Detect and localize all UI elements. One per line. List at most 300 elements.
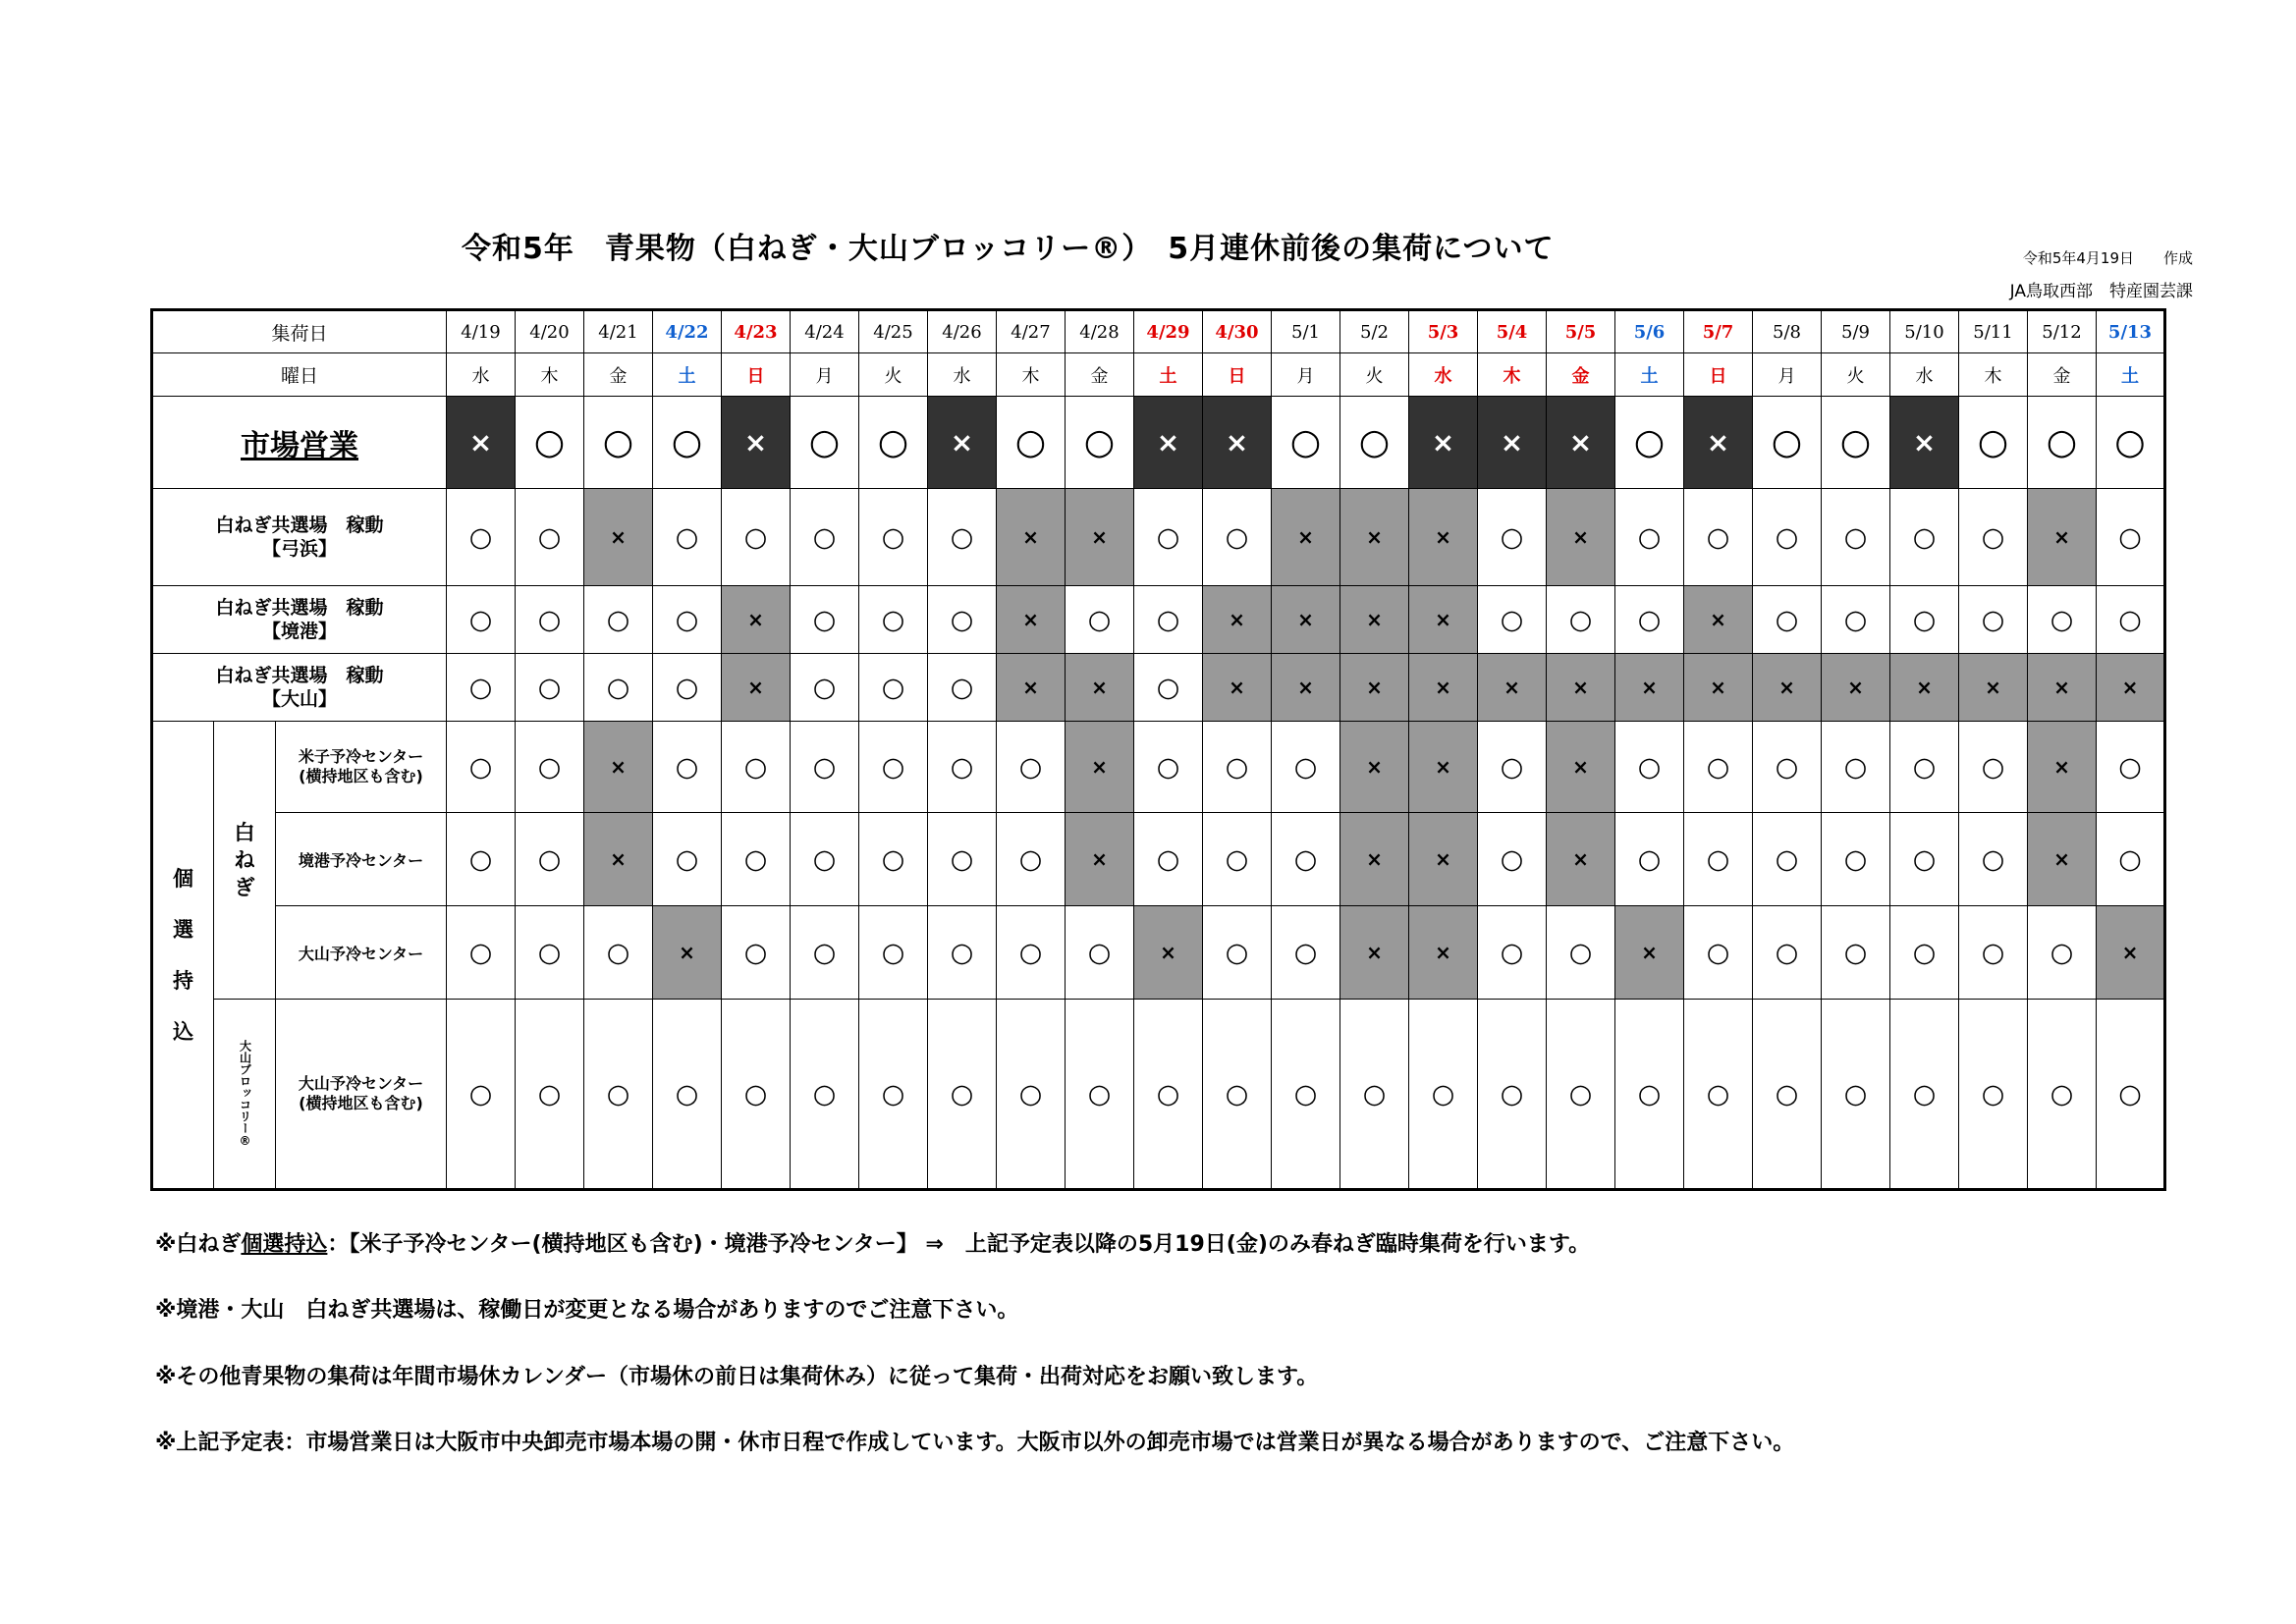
status-cell: ○ [1134, 489, 1203, 586]
weekday-cell: 月 [1753, 353, 1822, 397]
facility-location: 【大山】 [261, 688, 337, 710]
status-cell: ○ [1753, 813, 1822, 906]
status-cell: ○ [791, 813, 859, 906]
broccoli-group-label [214, 1000, 276, 1190]
broccoli-row [152, 1000, 2165, 1190]
date-cell: 5/4 [1478, 310, 1547, 353]
status-cell: ○ [928, 813, 997, 906]
status-cell: ○ [1959, 1000, 2028, 1190]
status-cell: × [1684, 654, 1753, 722]
note-4: ※上記予定表：市場営業日は大阪市中央卸売市場本場の開・休市日程で作成しています。大阪市以外の卸売市場では営業日が異なる場合がありますので、ご注意下さい。 [155, 1431, 1795, 1455]
status-cell: ○ [1478, 1000, 1547, 1190]
status-cell: × [1066, 489, 1134, 586]
status-cell: × [1340, 586, 1409, 654]
status-cell: ○ [653, 586, 722, 654]
status-cell: × [2028, 654, 2097, 722]
status-cell: ○ [1478, 813, 1547, 906]
status-cell: × [1203, 586, 1272, 654]
date-cell: 5/2 [1340, 310, 1409, 353]
kosen-label-char: 選 [173, 917, 193, 942]
status-cell: × [1547, 654, 1615, 722]
date-cell: 4/30 [1203, 310, 1272, 353]
status-cell: × [2097, 906, 2165, 1000]
status-cell: ○ [2097, 722, 2165, 813]
status-cell: ○ [1615, 586, 1684, 654]
status-cell: ○ [859, 586, 928, 654]
status-cell: ○ [722, 813, 791, 906]
date-cell: 4/23 [722, 310, 791, 353]
status-cell: ○ [722, 722, 791, 813]
status-cell: ○ [997, 1000, 1066, 1190]
date-row [152, 310, 2165, 353]
kosen-label-char: 個 [173, 866, 193, 891]
weekday-cell: 金 [1066, 353, 1134, 397]
note-1 [155, 1227, 1590, 1258]
status-cell: ○ [2028, 906, 2097, 1000]
date-cell: 5/8 [1753, 310, 1822, 353]
status-cell: ○ [516, 722, 584, 813]
kosen-row [152, 722, 2165, 813]
kyosenjo-label [152, 586, 447, 654]
status-cell: × [1340, 813, 1409, 906]
kyosenjo-label [152, 654, 447, 722]
center-note: (横持地区も含む) [299, 1094, 423, 1112]
status-cell: ○ [1478, 906, 1547, 1000]
status-cell: ○ [447, 586, 516, 654]
status-cell: × [1615, 906, 1684, 1000]
date-cell: 4/21 [584, 310, 653, 353]
status-cell: ○ [1615, 722, 1684, 813]
weekday-cell: 日 [1203, 353, 1272, 397]
market-status-cell: ○ [1272, 397, 1340, 489]
date-cell: 5/3 [1409, 310, 1478, 353]
date-cell: 4/20 [516, 310, 584, 353]
status-cell: × [1272, 654, 1340, 722]
status-cell: ○ [516, 906, 584, 1000]
status-cell: ○ [1753, 586, 1822, 654]
status-cell: × [1409, 813, 1478, 906]
market-status-cell: ○ [516, 397, 584, 489]
status-cell: ○ [791, 586, 859, 654]
weekday-cell: 月 [791, 353, 859, 397]
status-cell: × [1478, 654, 1547, 722]
market-status-cell: × [1684, 397, 1753, 489]
status-cell: ○ [1890, 722, 1959, 813]
weekday-cell: 金 [2028, 353, 2097, 397]
broccoli-label-text: 大山ブロッコリー® [238, 1040, 252, 1148]
status-cell: × [722, 586, 791, 654]
status-cell: ○ [1134, 654, 1203, 722]
status-cell: ○ [859, 1000, 928, 1190]
status-cell: ○ [859, 489, 928, 586]
kyosenjo-label [152, 489, 447, 586]
weekday-cell: 水 [928, 353, 997, 397]
weekday-cell: 日 [1684, 353, 1753, 397]
status-cell: × [1340, 489, 1409, 586]
status-cell: ○ [1340, 1000, 1409, 1190]
status-cell: ○ [584, 906, 653, 1000]
status-cell: ○ [584, 586, 653, 654]
status-cell: × [1272, 586, 1340, 654]
market-status-cell: ○ [2028, 397, 2097, 489]
status-cell: ○ [791, 489, 859, 586]
status-cell: × [1340, 722, 1409, 813]
center-note: (横持地区も含む) [299, 767, 423, 785]
status-cell: ○ [1822, 813, 1890, 906]
status-cell: ○ [1478, 489, 1547, 586]
status-cell: ○ [447, 722, 516, 813]
status-cell: ○ [1959, 813, 2028, 906]
center-name: 境港予冷センター [298, 850, 424, 870]
status-cell: ○ [1753, 722, 1822, 813]
status-cell: ○ [516, 489, 584, 586]
status-cell: ○ [653, 722, 722, 813]
status-cell: ○ [1547, 906, 1615, 1000]
status-cell: ○ [1547, 1000, 1615, 1190]
status-cell: ○ [1066, 1000, 1134, 1190]
status-cell: ○ [1203, 489, 1272, 586]
kosen-label-char: 持 [173, 968, 193, 993]
market-status-cell: ○ [1822, 397, 1890, 489]
weekday-cell: 木 [997, 353, 1066, 397]
status-cell: ○ [653, 489, 722, 586]
note-1-rest: ：【米子予冷センター(横持地区も含む)・境港予冷センター】 ⇒ 上記予定表以降の5月19日(金)のみ春ねぎ臨時集荷を行います。 [327, 1232, 1591, 1257]
created-date: 令和5年4月19日 作成 [2022, 249, 2193, 267]
status-cell: ○ [1272, 1000, 1340, 1190]
facility-name: 白ねぎ共選場 稼動 [215, 514, 384, 536]
status-cell: ○ [584, 654, 653, 722]
date-cell: 5/11 [1959, 310, 2028, 353]
status-cell: ○ [1959, 906, 2028, 1000]
status-cell: ○ [1615, 489, 1684, 586]
status-cell: ○ [2097, 586, 2165, 654]
date-header-label: 集荷日 [152, 310, 447, 353]
market-status-cell: ○ [859, 397, 928, 489]
status-cell: ○ [722, 489, 791, 586]
date-cell: 5/10 [1890, 310, 1959, 353]
date-cell: 5/12 [2028, 310, 2097, 353]
status-cell: ○ [1203, 906, 1272, 1000]
kosen-label-char: 込 [173, 1019, 193, 1044]
weekday-cell: 木 [516, 353, 584, 397]
market-status-cell: × [1409, 397, 1478, 489]
status-cell: ○ [447, 654, 516, 722]
date-cell: 4/26 [928, 310, 997, 353]
status-cell: ○ [859, 722, 928, 813]
status-cell: ○ [2097, 489, 2165, 586]
status-cell: ○ [1615, 1000, 1684, 1190]
negi-label-char: ね [234, 848, 255, 872]
weekday-cell: 水 [1890, 353, 1959, 397]
status-cell: × [1203, 654, 1272, 722]
status-cell: × [997, 489, 1066, 586]
status-cell: × [1066, 654, 1134, 722]
kyosenjo-row [152, 489, 2165, 586]
weekday-cell: 土 [1615, 353, 1684, 397]
status-cell: ○ [1203, 1000, 1272, 1190]
status-cell: × [1753, 654, 1822, 722]
status-cell: ○ [722, 906, 791, 1000]
weekday-header-label: 曜日 [152, 353, 447, 397]
center-label [276, 906, 447, 1000]
status-cell: ○ [791, 1000, 859, 1190]
status-cell: ○ [1134, 722, 1203, 813]
status-cell: ○ [1203, 813, 1272, 906]
status-cell: × [1272, 489, 1340, 586]
status-cell: ○ [791, 906, 859, 1000]
facility-location: 【境港】 [261, 621, 337, 642]
status-cell: ○ [1822, 722, 1890, 813]
status-cell: ○ [2097, 813, 2165, 906]
negi-group-label [214, 722, 276, 1000]
status-cell: ○ [997, 722, 1066, 813]
status-cell: ○ [653, 813, 722, 906]
status-cell: ○ [1066, 586, 1134, 654]
status-cell: ○ [1684, 489, 1753, 586]
date-cell: 5/1 [1272, 310, 1340, 353]
status-cell: ○ [1478, 586, 1547, 654]
status-cell: × [1409, 654, 1478, 722]
status-cell: ○ [997, 813, 1066, 906]
status-cell: ○ [447, 1000, 516, 1190]
kyosenjo-row [152, 586, 2165, 654]
date-cell: 4/25 [859, 310, 928, 353]
status-cell: ○ [928, 654, 997, 722]
status-cell: ○ [1409, 1000, 1478, 1190]
market-status-cell: × [447, 397, 516, 489]
market-status-cell: × [1890, 397, 1959, 489]
status-cell: ○ [1684, 722, 1753, 813]
status-cell: ○ [1822, 1000, 1890, 1190]
center-label [276, 1000, 447, 1190]
weekday-cell: 火 [859, 353, 928, 397]
weekday-cell: 土 [2097, 353, 2165, 397]
status-cell: ○ [1272, 813, 1340, 906]
kyosenjo-row [152, 654, 2165, 722]
status-cell: ○ [1684, 906, 1753, 1000]
weekday-cell: 月 [1272, 353, 1340, 397]
market-status-cell: ○ [1753, 397, 1822, 489]
center-name: 大山予冷センター [298, 1074, 424, 1093]
status-cell: × [584, 722, 653, 813]
market-status-cell: × [928, 397, 997, 489]
kosen-row [152, 813, 2165, 906]
note-2: ※境港・大山 白ねぎ共選場は、稼働日が変更となる場合がありますのでご注意下さい。 [155, 1298, 1019, 1323]
facility-location: 【弓浜】 [261, 538, 337, 560]
date-cell: 5/5 [1547, 310, 1615, 353]
status-cell: ○ [516, 813, 584, 906]
date-cell: 4/19 [447, 310, 516, 353]
status-cell: ○ [584, 1000, 653, 1190]
status-cell: × [1615, 654, 1684, 722]
status-cell: ○ [928, 1000, 997, 1190]
status-cell: ○ [516, 586, 584, 654]
status-cell: ○ [2097, 1000, 2165, 1190]
status-cell: × [1066, 813, 1134, 906]
status-cell: ○ [1134, 586, 1203, 654]
market-status-cell: ○ [584, 397, 653, 489]
status-cell: × [1684, 586, 1753, 654]
market-status-cell: ○ [1340, 397, 1409, 489]
status-cell: × [1547, 722, 1615, 813]
status-cell: ○ [791, 654, 859, 722]
status-cell: × [1409, 586, 1478, 654]
date-cell: 5/7 [1684, 310, 1753, 353]
status-cell: ○ [1890, 586, 1959, 654]
status-cell: ○ [1753, 906, 1822, 1000]
negi-label-char: 白 [234, 821, 255, 844]
status-cell: × [2097, 654, 2165, 722]
weekday-cell: 水 [1409, 353, 1478, 397]
status-cell: ○ [1547, 586, 1615, 654]
status-cell: ○ [1753, 1000, 1822, 1190]
note-1-underlined: 個選持込 [241, 1232, 328, 1257]
status-cell: × [1959, 654, 2028, 722]
status-cell: ○ [653, 654, 722, 722]
weekday-cell: 日 [722, 353, 791, 397]
market-status-cell: ○ [2097, 397, 2165, 489]
status-cell: × [1409, 489, 1478, 586]
status-cell: ○ [1959, 489, 2028, 586]
status-cell: ○ [1203, 722, 1272, 813]
market-status-cell: ○ [791, 397, 859, 489]
kosen-row [152, 906, 2165, 1000]
status-cell: ○ [1272, 722, 1340, 813]
status-cell: × [1340, 654, 1409, 722]
status-cell: × [1409, 906, 1478, 1000]
weekday-cell: 木 [1478, 353, 1547, 397]
market-status-cell: × [1134, 397, 1203, 489]
status-cell: × [997, 654, 1066, 722]
status-cell: ○ [1822, 906, 1890, 1000]
status-cell: ○ [997, 906, 1066, 1000]
market-status-cell: ○ [653, 397, 722, 489]
status-cell: × [1409, 722, 1478, 813]
negi-label-char: ぎ [234, 876, 255, 899]
status-cell: ○ [1134, 1000, 1203, 1190]
status-cell: ○ [516, 654, 584, 722]
status-cell: ○ [1615, 813, 1684, 906]
center-label [276, 722, 447, 813]
weekday-row [152, 353, 2165, 397]
status-cell: ○ [447, 813, 516, 906]
status-cell: ○ [1822, 586, 1890, 654]
status-cell: ○ [1478, 722, 1547, 813]
date-cell: 4/28 [1066, 310, 1134, 353]
status-cell: ○ [1959, 722, 2028, 813]
status-cell: × [1134, 906, 1203, 1000]
center-label [276, 813, 447, 906]
status-cell: ○ [447, 489, 516, 586]
market-label: 市場営業 [152, 397, 447, 489]
status-cell: × [1547, 489, 1615, 586]
market-status-cell: ○ [1066, 397, 1134, 489]
status-cell: × [584, 489, 653, 586]
date-cell: 4/24 [791, 310, 859, 353]
status-cell: ○ [928, 906, 997, 1000]
market-row [152, 397, 2165, 489]
center-name: 米子予冷センター [298, 747, 424, 766]
status-cell: × [1066, 722, 1134, 813]
status-cell: × [1890, 654, 1959, 722]
status-cell: × [1340, 906, 1409, 1000]
status-cell: ○ [928, 722, 997, 813]
status-cell: ○ [928, 586, 997, 654]
status-cell: ○ [722, 1000, 791, 1190]
organization: JA鳥取西部 特産園芸課 [2009, 282, 2193, 301]
status-cell: ○ [2028, 586, 2097, 654]
market-status-cell: ○ [1959, 397, 2028, 489]
status-cell: × [653, 906, 722, 1000]
status-cell: ○ [791, 722, 859, 813]
weekday-cell: 水 [447, 353, 516, 397]
center-name: 大山予冷センター [298, 944, 424, 963]
schedule-table [150, 308, 2166, 1191]
status-cell: ○ [1134, 813, 1203, 906]
page-title: 令和5年 青果物（白ねぎ・大山ブロッコリー®） 5月連休前後の集荷について [462, 232, 1555, 266]
facility-name: 白ねぎ共選場 稼動 [215, 665, 384, 686]
status-cell: ○ [1272, 906, 1340, 1000]
weekday-cell: 土 [653, 353, 722, 397]
market-status-cell: × [1547, 397, 1615, 489]
status-cell: ○ [1890, 813, 1959, 906]
note-1-prefix: ※白ねぎ [155, 1232, 242, 1257]
status-cell: × [997, 586, 1066, 654]
facility-name: 白ねぎ共選場 稼動 [215, 597, 384, 619]
status-cell: × [722, 654, 791, 722]
status-cell: × [2028, 489, 2097, 586]
status-cell: ○ [1890, 489, 1959, 586]
weekday-cell: 金 [1547, 353, 1615, 397]
weekday-cell: 火 [1340, 353, 1409, 397]
status-cell: × [2028, 722, 2097, 813]
status-cell: ○ [859, 654, 928, 722]
status-cell: × [1547, 813, 1615, 906]
status-cell: ○ [1684, 1000, 1753, 1190]
market-status-cell: ○ [997, 397, 1066, 489]
status-cell: ○ [1890, 906, 1959, 1000]
status-cell: ○ [1890, 1000, 1959, 1190]
status-cell: ○ [859, 906, 928, 1000]
weekday-cell: 金 [584, 353, 653, 397]
date-cell: 4/22 [653, 310, 722, 353]
status-cell: ○ [2028, 1000, 2097, 1190]
status-cell: ○ [1684, 813, 1753, 906]
note-3: ※その他青果物の集荷は年間市場休カレンダー（市場休の前日は集荷休み）に従って集荷・出荷対応をお願い致します。 [155, 1365, 1319, 1389]
status-cell: ○ [516, 1000, 584, 1190]
status-cell: ○ [1822, 489, 1890, 586]
status-cell: ○ [447, 906, 516, 1000]
status-cell: ○ [859, 813, 928, 906]
date-cell: 5/9 [1822, 310, 1890, 353]
kosen-group-label [152, 722, 214, 1190]
market-status-cell: × [722, 397, 791, 489]
market-status-cell: × [1478, 397, 1547, 489]
weekday-cell: 土 [1134, 353, 1203, 397]
status-cell: ○ [1066, 906, 1134, 1000]
market-status-cell: ○ [1615, 397, 1684, 489]
status-cell: × [2028, 813, 2097, 906]
status-cell: × [584, 813, 653, 906]
weekday-cell: 木 [1959, 353, 2028, 397]
date-cell: 4/29 [1134, 310, 1203, 353]
date-cell: 4/27 [997, 310, 1066, 353]
date-cell: 5/6 [1615, 310, 1684, 353]
status-cell: ○ [928, 489, 997, 586]
weekday-cell: 火 [1822, 353, 1890, 397]
status-cell: ○ [653, 1000, 722, 1190]
status-cell: × [1822, 654, 1890, 722]
